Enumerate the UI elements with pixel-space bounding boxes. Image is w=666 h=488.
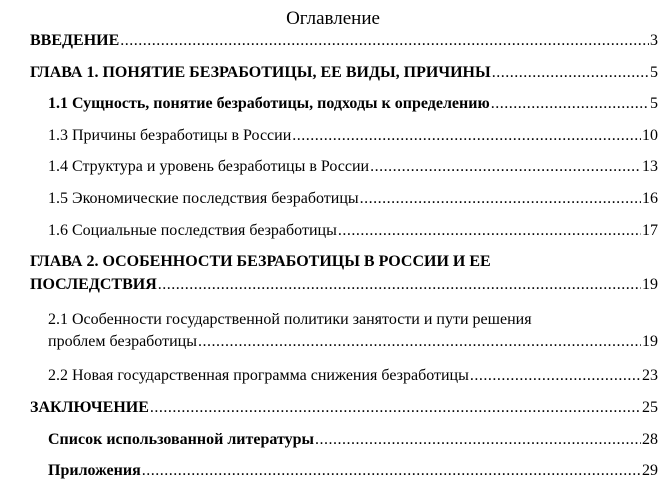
dot-leader	[491, 94, 649, 113]
toc-entry-title-line-2[interactable]: проблем безработицы	[48, 333, 197, 350]
toc-entry-title[interactable]: Список использованной литературы	[48, 431, 314, 448]
dot-leader	[158, 275, 641, 294]
toc-entry-title[interactable]: 1.4 Структура и уровень безработицы в России	[48, 158, 370, 175]
toc-entry-appendices[interactable]	[48, 461, 658, 480]
dot-leader	[470, 366, 641, 385]
dot-leader	[315, 430, 641, 449]
dot-leader	[338, 221, 641, 240]
dot-leader	[198, 332, 641, 351]
toc-entry-title[interactable]: ВВЕДЕНИЕ	[30, 32, 120, 49]
toc-page-number: 13	[642, 158, 658, 175]
toc-entry-conclusion[interactable]	[30, 398, 658, 417]
toc-entry-title[interactable]: Приложения	[48, 462, 141, 479]
toc-page-number: 19	[642, 333, 658, 350]
toc-entry-title[interactable]: 1.5 Экономические последствия безработицы	[48, 190, 359, 207]
toc-entry-title-line-1[interactable]: ГЛАВА 2. ОСОБЕННОСТИ БЕЗРАБОТИЦЫ В РОССИИ И ЕЕ	[30, 253, 491, 270]
toc-entry-title-line-2[interactable]: ПОСЛЕДСТВИЯ	[30, 276, 157, 293]
toc-entry-section-1-3[interactable]	[48, 126, 658, 145]
dot-leader	[292, 126, 641, 145]
toc-page-number: 5	[650, 95, 658, 112]
toc-title: Оглавление	[286, 8, 380, 29]
toc-entry-chapter-1[interactable]	[30, 63, 658, 82]
toc-page-number: 28	[642, 431, 658, 448]
toc-entry-section-1-6[interactable]	[48, 221, 658, 240]
dot-leader	[360, 189, 641, 208]
toc-entry-introduction[interactable]	[30, 31, 658, 50]
toc-entry-section-2-2[interactable]	[48, 366, 658, 385]
toc-page-number: 23	[642, 367, 658, 384]
toc-entry-references[interactable]	[48, 430, 658, 449]
toc-entry-chapter-2[interactable]	[30, 252, 658, 294]
toc-page-number: 19	[642, 276, 658, 293]
toc-page-number: 3	[650, 32, 658, 49]
toc-page-number: 10	[642, 127, 658, 144]
toc-page-number: 5	[650, 64, 658, 81]
dot-leader	[150, 398, 641, 417]
toc-page-number: 29	[642, 462, 658, 479]
toc-entry-section-1-1[interactable]	[48, 94, 658, 113]
toc-entry-title[interactable]: 1.3 Причины безработицы в России	[48, 127, 292, 144]
dot-leader	[492, 63, 649, 82]
toc-page-number: 16	[642, 190, 658, 207]
toc-entry-title[interactable]: 2.2 Новая государственная программа снижения безработицы	[48, 367, 469, 384]
toc-entry-title[interactable]: ГЛАВА 1. ПОНЯТИЕ БЕЗРАБОТИЦЫ, ЕЕ ВИДЫ, ПРИЧИНЫ	[30, 64, 491, 81]
toc-entry-section-2-1[interactable]	[48, 310, 658, 351]
toc-entry-section-1-5[interactable]	[48, 189, 658, 208]
dot-leader	[120, 31, 649, 50]
toc-entry-title-line-1[interactable]: 2.1 Особенности государственной политики занятости и пути решения	[48, 311, 532, 328]
toc-page-number: 25	[642, 399, 658, 416]
toc-page-number: 17	[642, 222, 658, 239]
dot-leader	[142, 461, 641, 480]
toc-entry-title[interactable]: 1.6 Социальные последствия безработицы	[48, 222, 337, 239]
toc-entry-title[interactable]: ЗАКЛЮЧЕНИЕ	[30, 399, 149, 416]
toc-entry-title[interactable]: 1.1 Сущность, понятие безработицы, подходы к определению	[48, 95, 490, 112]
dot-leader	[370, 157, 641, 176]
toc-entry-section-1-4[interactable]	[48, 157, 658, 176]
